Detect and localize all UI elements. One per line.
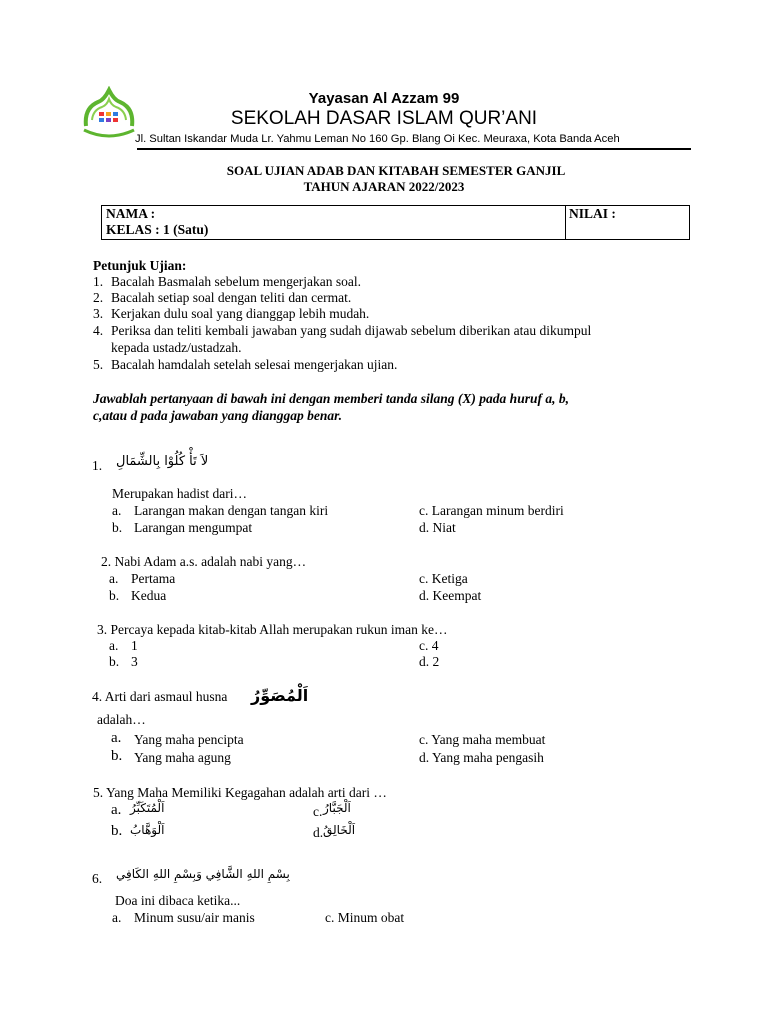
instruction-num: 2. <box>93 290 104 305</box>
q3-option-b: 3 <box>131 654 138 669</box>
answer-directive: Jawablah pertanyaan di bawah ini dengan memberi tanda silang (X) pada huruf a, b, <box>93 391 569 406</box>
q6-number: 6. <box>92 871 103 886</box>
q3-option-a: 1 <box>131 638 138 653</box>
q6-option-c: c. Minum obat <box>325 910 405 925</box>
q1-number: 1. <box>92 458 103 473</box>
instruction-item: Bacalah setiap soal dengan teliti dan cermat. <box>111 290 352 305</box>
instruction-num: 1. <box>93 274 104 289</box>
instruction-num: 3. <box>93 306 104 321</box>
box-divider <box>565 206 566 239</box>
q4-stem-cont: adalah… <box>97 712 146 727</box>
q5-option-c: اَلْجَبَّارُ <box>323 801 351 815</box>
foundation-name: Yayasan Al Azzam 99 <box>308 90 460 107</box>
q4-option-d: d. Yang maha pengasih <box>419 750 544 765</box>
q4-option-b-letter: b. <box>111 748 123 764</box>
q2-option-d: d. Keempat <box>419 588 482 603</box>
q4-option-a-letter: a. <box>111 730 122 746</box>
q1-option-c: c. Larangan minum berdiri <box>419 503 564 518</box>
q1-option-d: d. Niat <box>419 520 456 535</box>
instruction-item-continued: kepada ustadz/ustadzah. <box>111 340 242 355</box>
instruction-num: 5. <box>93 357 104 372</box>
q5-option-c-letter: c. <box>313 804 323 819</box>
q4-option-a: Yang maha pencipta <box>134 732 244 747</box>
instruction-item: Periksa dan teliti kembali jawaban yang sudah dijawab sebelum diberikan atau dikumpul <box>111 323 592 338</box>
instruction-num: 4. <box>93 323 104 338</box>
q6-option-a-letter: a. <box>112 910 122 925</box>
q5-option-d: اَلْخَالِقُ <box>323 823 356 837</box>
q5-option-b-letter: b. <box>111 823 123 839</box>
q3-option-c: c. 4 <box>419 638 439 653</box>
q6-stem: Doa ini dibaca ketika... <box>115 893 241 908</box>
q5-option-a-letter: a. <box>111 802 122 818</box>
q1-option-a: Larangan makan dengan tangan kiri <box>134 503 329 518</box>
q2-option-a-letter: a. <box>109 571 119 586</box>
instruction-item: Bacalah Basmalah sebelum mengerjakan soal. <box>111 274 362 289</box>
q4-stem: 4. Arti dari asmaul husna <box>92 689 228 704</box>
q3-option-b-letter: b. <box>109 654 120 669</box>
q1-option-b-letter: b. <box>112 520 123 535</box>
q1-arabic: لاَ تَأْ كُلُوْا بِالشِّمَالِ <box>116 454 209 469</box>
nama-label: NAMA : <box>106 206 156 221</box>
q4-option-c: c. Yang maha membuat <box>419 732 546 747</box>
q2-option-c: c. Ketiga <box>419 571 468 586</box>
nilai-label: NILAI : <box>569 206 616 221</box>
q2-option-b-letter: b. <box>109 588 120 603</box>
q1-option-a-letter: a. <box>112 503 122 518</box>
q5-stem: 5. Yang Maha Memiliki Kegagahan adalah arti dari … <box>93 785 387 800</box>
answer-directive-cont: c,atau d pada jawaban yang dianggap benar. <box>93 408 343 423</box>
q3-stem: 3. Percaya kepada kitab-kitab Allah merupakan rukun iman ke… <box>97 622 448 637</box>
school-address: Jl. Sultan Iskandar Muda Lr. Yahmu Leman No 160 Gp. Blang Oi Kec. Meuraxa, Kota Banda Aceh <box>135 133 620 145</box>
q6-option-a: Minum susu/air manis <box>134 910 255 925</box>
q2-option-a: Pertama <box>131 571 176 586</box>
exam-title: SOAL UJIAN ADAB DAN KITABAH SEMESTER GANJIL <box>226 163 566 178</box>
q4-option-b: Yang maha agung <box>134 750 231 765</box>
exam-year: TAHUN AJARAN 2022/2023 <box>303 179 465 194</box>
q1-stem: Merupakan hadist dari… <box>112 486 247 501</box>
header-divider <box>137 148 691 150</box>
q5-option-d-letter: d. <box>313 825 324 840</box>
q3-option-d: d. 2 <box>419 654 440 669</box>
instruction-item: Kerjakan dulu soal yang dianggap lebih mudah. <box>111 306 370 321</box>
q2-option-b: Kedua <box>131 588 167 603</box>
q5-option-b: اَلْوَهَّابُ <box>130 823 165 837</box>
q5-option-a: اَلْمُتَكَبِّرُ <box>130 801 165 815</box>
instruction-item: Bacalah hamdalah setelah selesai mengerjakan ujian. <box>111 357 398 372</box>
kelas-label: KELAS : 1 (Satu) <box>106 222 209 237</box>
q2-stem: 2. Nabi Adam a.s. adalah nabi yang… <box>101 554 307 569</box>
q1-option-b: Larangan mengumpat <box>134 520 253 535</box>
q3-option-a-letter: a. <box>109 638 119 653</box>
q6-arabic: بِسْمِ اللهِ الشَّافِي وَبِسْمِ اللهِ الكَافِي <box>116 867 290 881</box>
instructions-heading: Petunjuk Ujian: <box>93 258 187 273</box>
q4-arabic: اَلْمُصَوِّرُ <box>251 686 309 705</box>
school-name: SEKOLAH DASAR ISLAM QUR’ANI <box>230 108 538 129</box>
